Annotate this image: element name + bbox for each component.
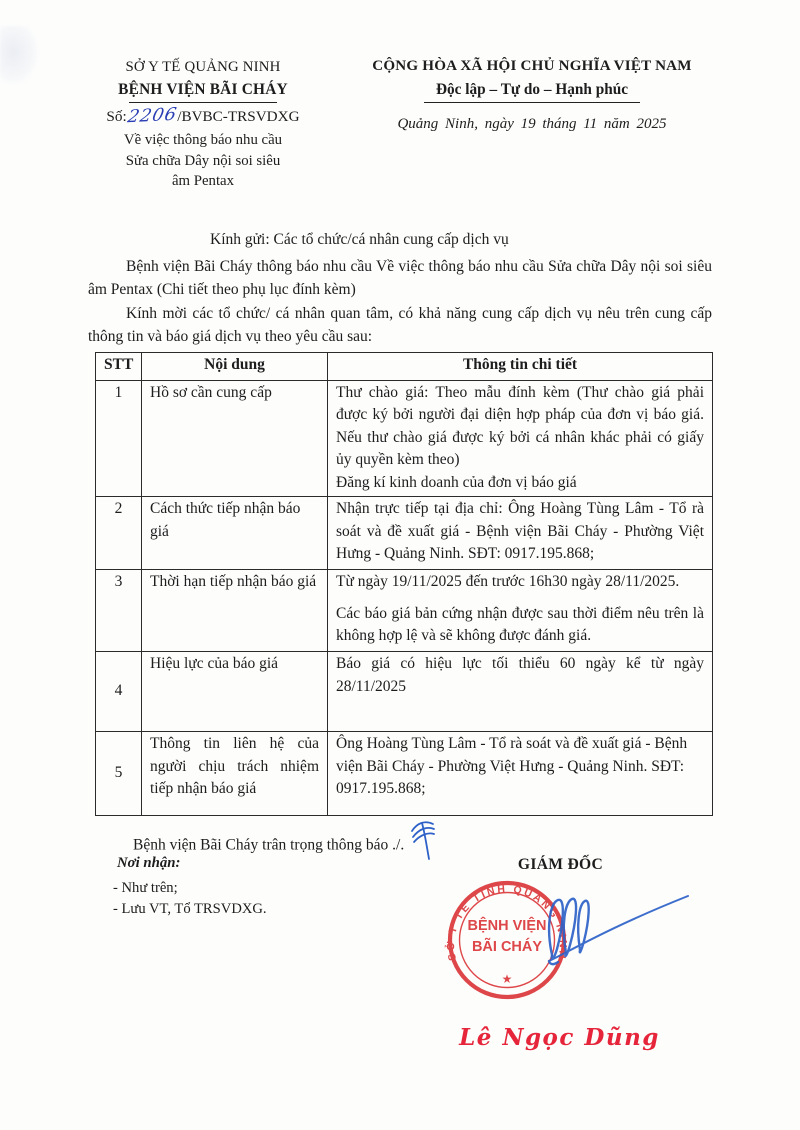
stamp-center-line2: BÃI CHÁY <box>471 939 543 955</box>
national-motto-line1: CỘNG HÒA XÃ HỘI CHỦ NGHĨA VIỆT NAM <box>372 58 692 74</box>
stamp-center-line1: BỆNH VIỆN <box>467 918 547 934</box>
cell-noidung: Hiệu lực của báo giá <box>142 652 328 732</box>
cell-paragraph: Báo giá có hiệu lực tối thiểu 60 ngày kể từ ngày 28/11/2025 <box>336 655 704 695</box>
cell-paragraph: Ông Hoàng Tùng Lâm - Tổ rà soát và đề xuất giá - Bệnh viện Bãi Cháy - Phường Việt Hưng - Quảng Ninh. SĐT: 0917.195.868; <box>336 735 688 797</box>
document-subject <box>86 130 320 192</box>
stamp-ring-text: SỞ Y TẾ TỈNH QUẢNG NINH <box>445 883 569 962</box>
cell-noidung: Cách thức tiếp nhận báo giá <box>142 497 328 570</box>
stamp-star: ★ <box>501 972 513 986</box>
cell-chitiet <box>328 380 713 497</box>
subject-line: Về việc thông báo nhu cầu <box>123 132 283 148</box>
handwritten-number: 2206 <box>125 104 179 128</box>
parent-department: SỞ Y TẾ QUẢNG NINH <box>125 59 281 75</box>
cell-chitiet <box>328 570 713 652</box>
column-header-stt: STT <box>96 352 142 380</box>
subject-line: âm Pentax <box>171 173 235 189</box>
cell-paragraph: Từ ngày 19/11/2025 đến trước 16h30 ngày 28/11/2025. <box>336 573 680 590</box>
cell-noidung: Hồ sơ cần cung cấp <box>142 380 328 497</box>
issuing-org-block <box>86 58 320 192</box>
national-motto-line2: Độc lập – Tự do – Hạnh phúc <box>435 81 629 98</box>
org-underline <box>129 102 277 103</box>
table-row <box>96 570 713 652</box>
table-row <box>96 380 713 497</box>
cell-stt: 2 <box>96 497 142 570</box>
ink-flourish <box>408 818 436 860</box>
document-number <box>86 104 320 128</box>
cell-stt: 4 <box>96 652 142 732</box>
recipients-list <box>113 878 267 919</box>
number-prefix: Số: <box>106 108 127 125</box>
document-header <box>0 0 800 192</box>
director-signature <box>440 855 702 985</box>
cell-stt: 1 <box>96 380 142 497</box>
cell-stt: 3 <box>96 570 142 652</box>
signer-title: GIÁM ĐỐC <box>517 856 604 873</box>
quote-request-table <box>95 352 713 817</box>
national-header-block <box>342 58 722 192</box>
body-paragraph: Bệnh viện Bãi Cháy thông báo nhu cầu Về việc thông báo nhu cầu Sửa chữa Dây nội soi siêu âm Pentax (Chi tiết theo phụ lục đính kèm) <box>88 257 712 298</box>
column-header-chitiet: Thông tin chi tiết <box>328 352 713 380</box>
org-name: BỆNH VIỆN BÃI CHÁY <box>118 81 288 98</box>
cell-paragraph: Thư chào giá: Theo mẫu đính kèm (Thư chào giá phải được ký bởi người đại diện hợp pháp của đơn vị báo giá. Nếu thư chào giá được ký bởi cá nhân khác phải có giấy ủy quyền kèm theo) <box>336 383 704 468</box>
cell-chitiet <box>328 497 713 570</box>
cell-stt: 5 <box>96 732 142 816</box>
recipient-item: - Như trên; <box>113 880 178 896</box>
scan-artifact <box>0 26 38 84</box>
recipient-item: - Lưu VT, Tổ TRSVDXG. <box>113 900 267 917</box>
cell-chitiet <box>328 652 713 732</box>
body-paragraph: Kính mời các tổ chức/ cá nhân quan tâm, có khả năng cung cấp dịch vụ nêu trên cung cấp thông tin và báo giá dịch vụ theo yêu cầu sau: <box>88 304 712 345</box>
subject-line: Sửa chữa Dây nội soi siêu <box>125 152 281 169</box>
table-row <box>96 732 713 816</box>
number-suffix: /BVBC-TRSVDXG <box>177 108 300 125</box>
cell-paragraph: Các báo giá bản cứng nhận được sau thời điểm nêu trên là không hợp lệ và sẽ không được đánh giá. <box>336 604 704 644</box>
cell-paragraph: Nhận trực tiếp tại địa chỉ: Ông Hoàng Tùng Lâm - Tổ rà soát và đề xuất giá - Bệnh viện Bãi Cháy - Phường Việt Hưng - Quảng Ninh. SĐT: 0917.195.868; <box>336 500 704 562</box>
place-and-date: Quảng Ninh, ngày 19 tháng 11 năm 2025 <box>397 116 667 132</box>
salutation: Kính gửi: Các tổ chức/cá nhân cung cấp dịch vụ <box>210 230 509 248</box>
recipients-label: Nơi nhận: <box>117 855 181 871</box>
motto-underline <box>424 102 640 103</box>
column-header-noidung: Nội dung <box>142 352 328 380</box>
table-row <box>96 652 713 732</box>
cell-chitiet <box>328 732 713 816</box>
table-header-row <box>96 352 713 380</box>
table-row <box>96 497 713 570</box>
cell-noidung: Thông tin liên hệ của người chịu trách nhiệm tiếp nhận báo giá <box>142 732 328 816</box>
signer-name: Lê Ngọc Dũng <box>459 1024 660 1051</box>
cell-paragraph: Đăng kí kinh doanh của đơn vị báo giá <box>336 473 577 491</box>
closing-text: Bệnh viện Bãi Cháy trân trọng thông báo ./. <box>133 836 405 854</box>
cell-noidung: Thời hạn tiếp nhận báo giá <box>142 570 328 652</box>
